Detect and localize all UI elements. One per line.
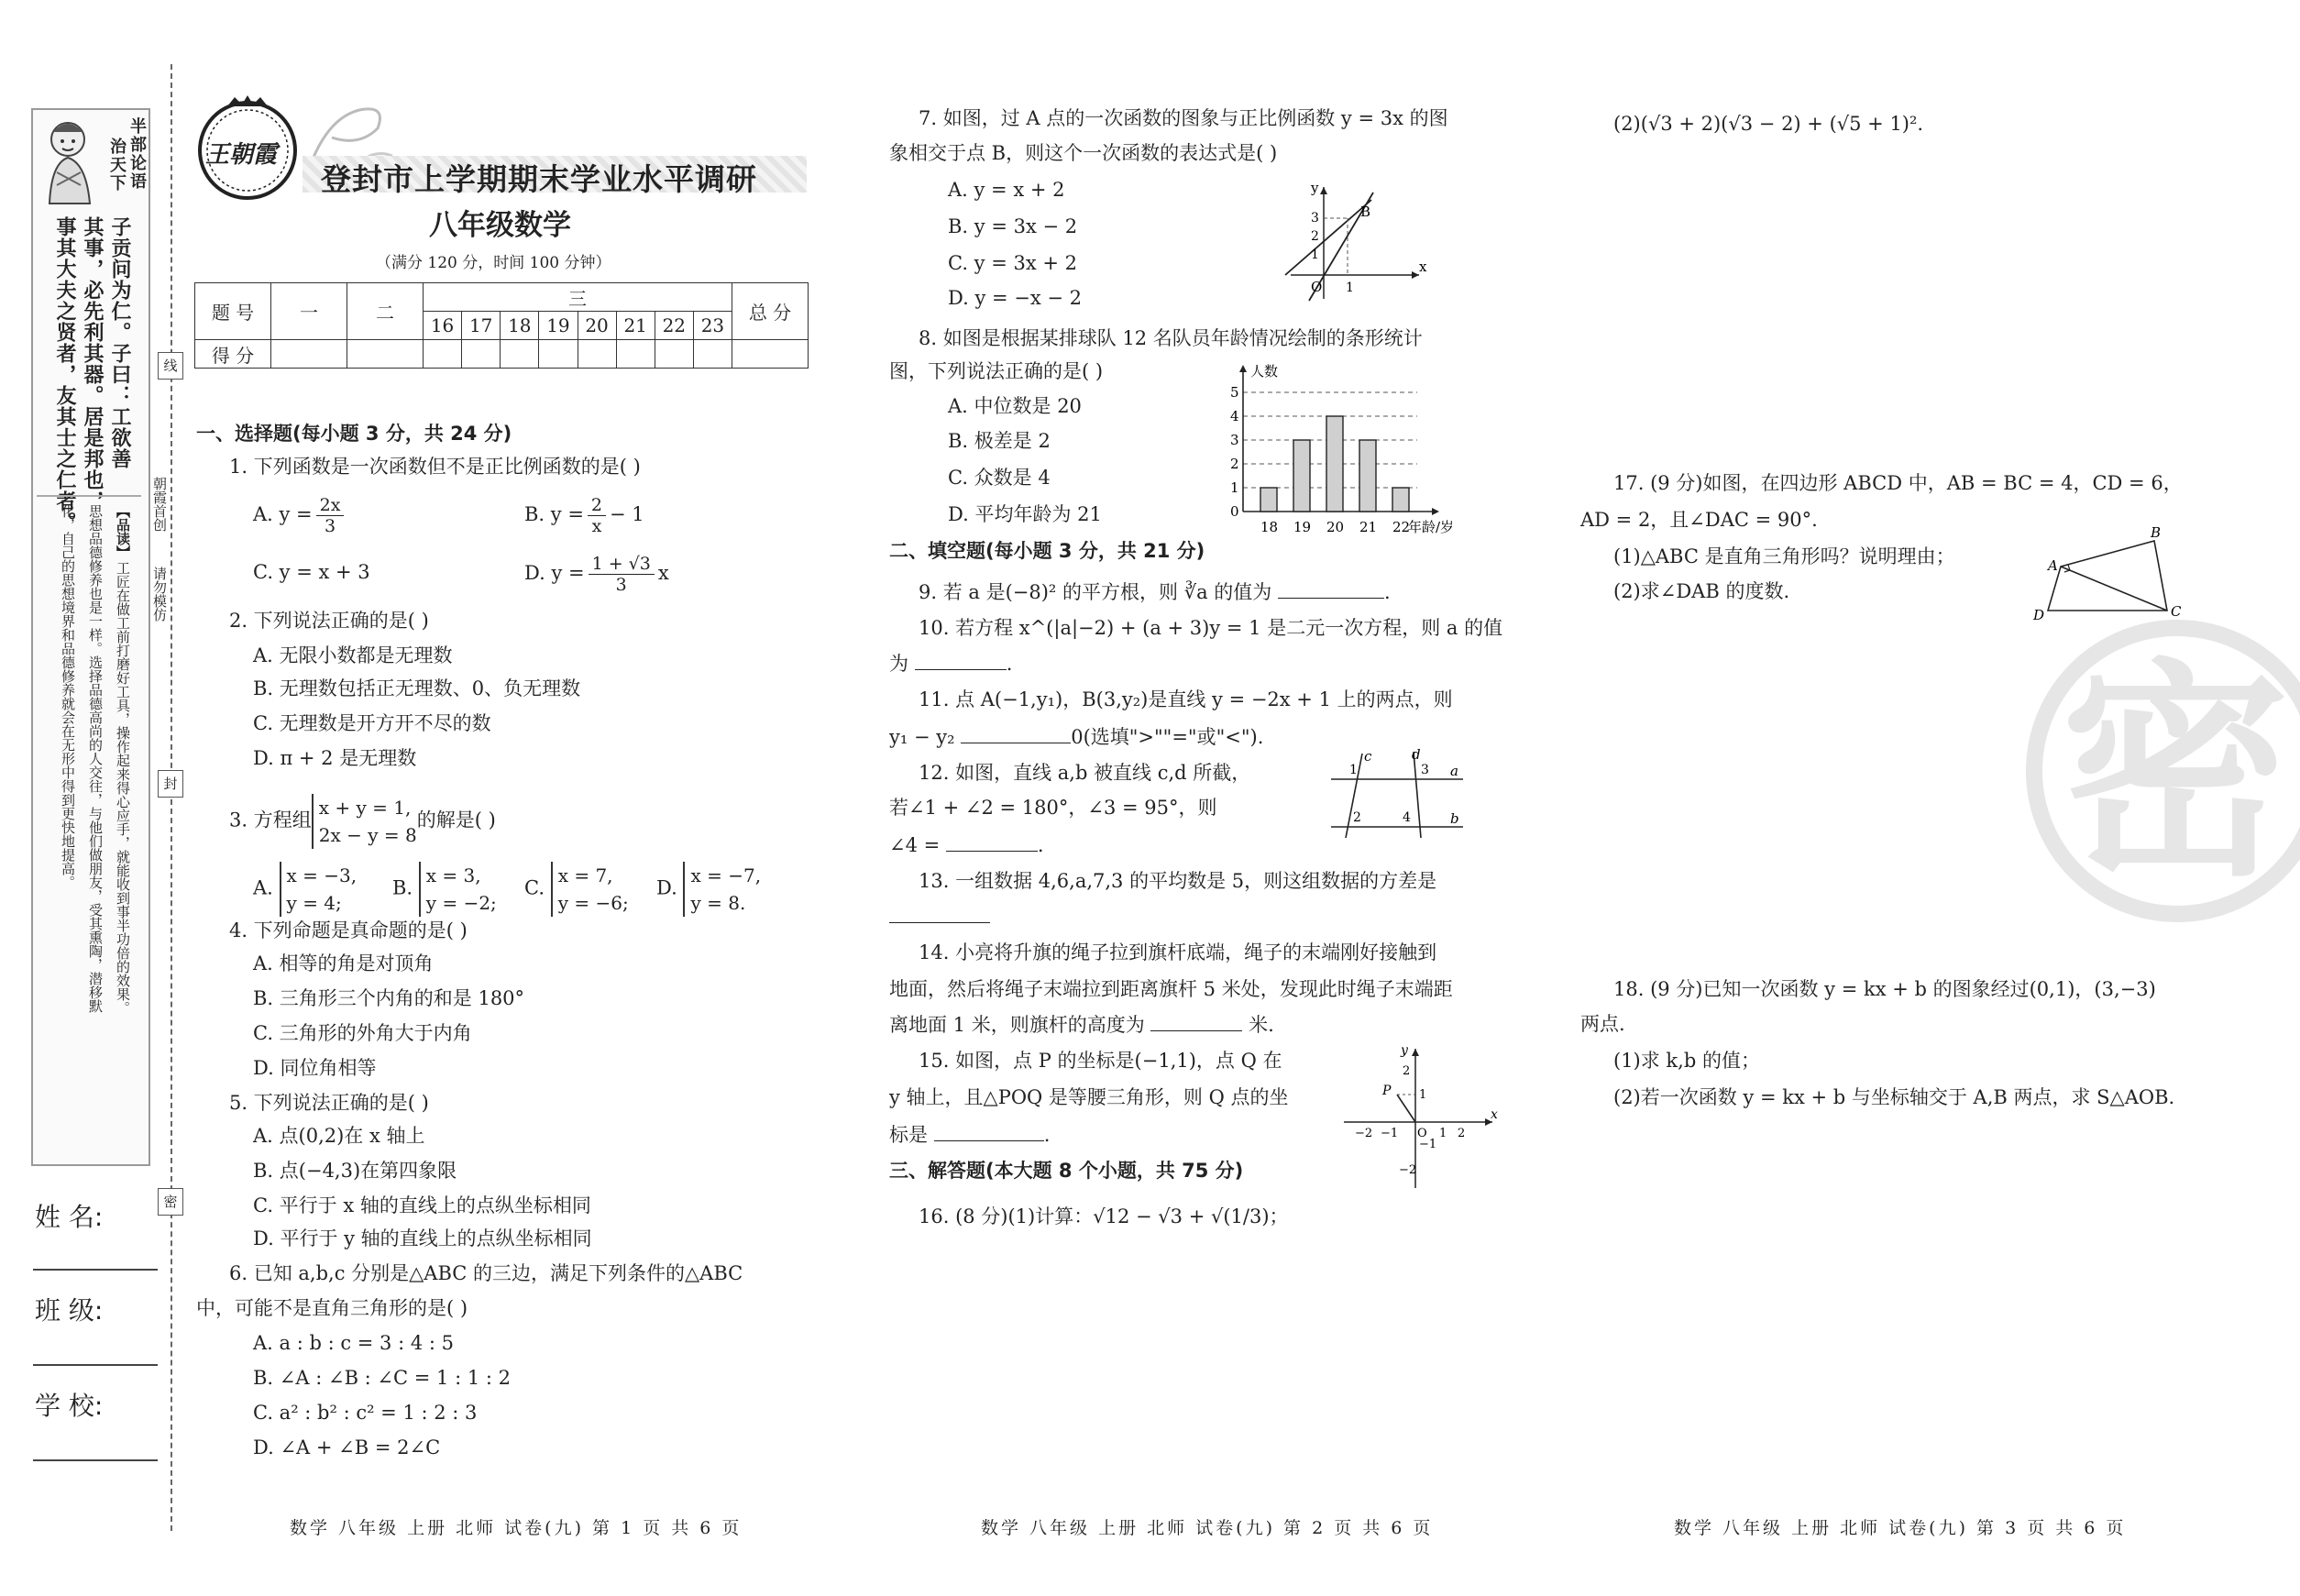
- secret-watermark-glyph: 密: [2061, 640, 2290, 907]
- question-12-line1: 12. 如图，直线 a,b 被直线 c,d 所截，: [919, 762, 1251, 784]
- q5-option-c[interactable]: C. 平行于 x 轴的直线上的点纵坐标相同: [253, 1194, 591, 1216]
- q15-ytick-n2: −2: [1399, 1163, 1417, 1177]
- secret-watermark: [2026, 620, 2300, 922]
- score-h-total: 总 分: [732, 283, 809, 340]
- chart-bar: [1359, 440, 1376, 512]
- q11-answer-blank[interactable]: [961, 722, 1071, 743]
- chart-bar: [1326, 416, 1343, 512]
- question-11-line2: [889, 722, 1263, 751]
- q15-xtick-1: 1: [1439, 1127, 1447, 1140]
- question-15-line2: y 轴上，且△POQ 是等腰三角形，则 Q 点的坐: [889, 1086, 1289, 1108]
- score-sub: 18: [501, 312, 539, 340]
- score-sub: 22: [655, 312, 693, 340]
- score-cell[interactable]: [271, 340, 347, 369]
- score-cell[interactable]: [424, 340, 462, 369]
- question-17-line2: AD = 2，且∠DAC = 90°.: [1580, 509, 1818, 531]
- question-18-line1: 18. (9 分)已知一次函数 y = kx + b 的图象经过(0,1)，(3,−3): [1613, 978, 2156, 1000]
- question-18-part1: (1)求 k,b 的值；: [1613, 1050, 1760, 1072]
- chart-x-tick: 22: [1392, 519, 1411, 535]
- q11-post: 0(选填">""="或"<").: [1071, 726, 1264, 748]
- question-5: 5. 下列说法正确的是( ): [229, 1092, 429, 1114]
- q15-text: 标是: [889, 1124, 928, 1146]
- score-sub: 20: [578, 312, 616, 340]
- q8-bar-chart: [1210, 363, 1491, 535]
- q14-text: 离地面 1 米，则旗杆的高度为: [889, 1014, 1145, 1036]
- q13-answer-blank[interactable]: [889, 902, 990, 923]
- q17-point-c: C: [2171, 603, 2182, 620]
- q1d-den: 3: [615, 575, 627, 595]
- q3-eq1: x + y = 1,: [318, 797, 412, 819]
- question-6-line2: 中，可能不是直角三角形的是( ): [196, 1297, 468, 1319]
- q5-option-b[interactable]: B. 点(−4,3)在第四象限: [253, 1160, 457, 1182]
- q8-option-c[interactable]: C. 众数是 4: [948, 467, 1051, 489]
- q15-ytick-2: 2: [1403, 1064, 1411, 1078]
- chart-y-tick: 5: [1230, 384, 1239, 401]
- score-sub: 17: [462, 312, 501, 340]
- score-h-2: 二: [347, 283, 424, 340]
- q11-pre: y₁ − y₂: [889, 726, 955, 748]
- fold-dashed-line: [171, 64, 172, 1531]
- score-sub: 23: [693, 312, 732, 340]
- q17-figure: [2030, 524, 2185, 625]
- q8-option-b[interactable]: B. 极差是 2: [948, 430, 1051, 452]
- score-h-defen: 得 分: [195, 340, 271, 369]
- q3b-label: B.: [392, 876, 413, 899]
- q4-option-d[interactable]: D. 同位角相等: [253, 1057, 377, 1079]
- q7-y-label: y: [1311, 180, 1319, 196]
- chart-x-tick: 21: [1359, 519, 1378, 535]
- q1-option-a[interactable]: [253, 495, 347, 536]
- question-6-line1: 6. 已知 a,b,c 分别是△ABC 的三边，满足下列条件的△ABC: [229, 1262, 743, 1284]
- q3a-l2: y = 4;: [286, 892, 342, 914]
- score-h-3: 三: [424, 283, 732, 312]
- q6-option-c[interactable]: C. a² : b² : c² = 1 : 2 : 3: [253, 1402, 478, 1424]
- q15-point-p: P: [1382, 1084, 1392, 1098]
- q8-option-a[interactable]: A. 中位数是 20: [948, 395, 1082, 417]
- score-cell[interactable]: [578, 340, 616, 369]
- q7-tick-3: 3: [1311, 211, 1319, 226]
- q1-option-d[interactable]: [524, 554, 669, 595]
- q15-figure: [1338, 1041, 1503, 1192]
- question-15-line3: 标是 .: [889, 1120, 1050, 1149]
- q4-option-a[interactable]: A. 相等的角是对顶角: [253, 952, 434, 974]
- score-cell[interactable]: [539, 340, 578, 369]
- score-cell[interactable]: [693, 340, 732, 369]
- q3d-l1: x = −7,: [690, 864, 762, 886]
- exam-info: （满分 120 分，时间 100 分钟）: [376, 254, 611, 272]
- q15-ytick-n1: −1: [1419, 1138, 1437, 1151]
- sidebar-motto-right: 半部论语: [127, 117, 147, 191]
- chart-x-label: 年龄/岁: [1408, 519, 1455, 535]
- question-8-line1: 8. 如图是根据某排球队 12 名队员年龄情况绘制的条形统计: [919, 327, 1423, 349]
- q12-angle-3: 3: [1421, 763, 1429, 777]
- q1a-num: 2x: [316, 495, 345, 516]
- q5-option-d[interactable]: D. 平行于 y 轴的直线上的点纵坐标相同: [253, 1227, 592, 1249]
- q7-point-b: B: [1360, 204, 1371, 220]
- question-9: 9. 若 a 是(−8)² 的平方根，则 ∛a 的值为 .: [919, 578, 1391, 606]
- score-h-tihao: 题 号: [195, 283, 271, 340]
- question-12-line2: 若∠1 + ∠2 = 180°，∠3 = 95°，则: [889, 797, 1217, 819]
- q12-line-b: b: [1450, 810, 1459, 827]
- chart-y-arrow: [1239, 365, 1247, 372]
- q8-option-d[interactable]: D. 平均年龄为 21: [948, 503, 1102, 525]
- q15-xtick-n2: −2: [1355, 1127, 1373, 1140]
- section-1-heading: 一、选择题(每小题 3 分，共 24 分): [196, 423, 512, 445]
- sidebar-quote-col2: 其事，必先利其器。居是邦也，: [81, 216, 105, 512]
- question-16-part1: 16. (8 分)(1)计算：√12 − √3 + √(1/3)；: [919, 1205, 1289, 1227]
- sidebar-quote-col3: 事其大夫之贤者，友其士之仁者。: [53, 216, 77, 533]
- q7-option-d[interactable]: D. y = −x − 2: [948, 287, 1082, 309]
- school-label: 学 校:: [35, 1391, 104, 1421]
- page-footer-2: 数学 八年级 上册 北师 试卷(九) 第 2 页 共 6 页: [981, 1518, 1434, 1538]
- q15-answer-blank[interactable]: [934, 1120, 1044, 1141]
- chart-x-tick: 19: [1293, 519, 1312, 535]
- q7-tick-2: 2: [1311, 229, 1319, 244]
- question-14-line1: 14. 小亮将升旗的绳子拉到旗杆底端，绳子的末端刚好接触到: [919, 941, 1437, 963]
- sidebar-read-label: 【品读】: [115, 504, 131, 559]
- q17-point-d: D: [2033, 607, 2045, 623]
- question-15-line1: 15. 如图，点 P 的坐标是(−1,1)，点 Q 在: [919, 1050, 1282, 1072]
- q15-xtick-n1: −1: [1381, 1127, 1399, 1140]
- q1b-tail: − 1: [610, 503, 644, 525]
- page-title: 登封市上学期期末学业水平调研: [321, 161, 757, 197]
- sidebar-read-col1: 工匠在做工前打磨好工具，操作起来得心应手，就能收到事半功倍的效果。: [115, 561, 131, 1015]
- q6-option-d[interactable]: D. ∠A + ∠B = 2∠C: [253, 1436, 441, 1458]
- question-16-part2: (2)(√3 + 2)(√3 − 2) + (√5 + 1)².: [1613, 113, 1924, 135]
- q3a-l1: x = −3,: [286, 864, 358, 886]
- q6-option-a[interactable]: A. a : b : c = 3 : 4 : 5: [253, 1332, 454, 1354]
- q3b-l2: y = −2;: [425, 892, 497, 914]
- q3d-label: D.: [656, 876, 677, 899]
- q12-line-a: a: [1450, 763, 1458, 779]
- q1b-num: 2: [588, 495, 606, 516]
- name-label: 姓 名:: [35, 1202, 104, 1232]
- q14-post: 米.: [1249, 1014, 1274, 1036]
- q3-option-d[interactable]: [656, 862, 761, 917]
- q3-option-a[interactable]: [253, 862, 357, 917]
- page-subtitle: 八年级数学: [429, 209, 571, 242]
- q1d-num: 1 + √3: [589, 554, 655, 575]
- q1d-label: D. y =: [524, 562, 585, 584]
- q12-angle-1: 1: [1349, 763, 1358, 777]
- q12-figure: [1326, 748, 1472, 840]
- score-cell[interactable]: [732, 340, 809, 369]
- question-14-line3: [889, 1010, 1274, 1039]
- q3-eq2: 2x − y = 8: [318, 824, 417, 846]
- class-field[interactable]: [33, 1364, 158, 1366]
- q1a-label: A. y =: [253, 503, 313, 525]
- chart-bar: [1260, 488, 1277, 512]
- q7-tick-1: 1: [1311, 248, 1319, 262]
- q3c-l2: y = −6;: [557, 892, 629, 914]
- chart-y-tick: 1: [1230, 479, 1239, 496]
- question-13: 13. 一组数据 4,6,a,7,3 的平均数是 5，则这组数据的方差是: [919, 870, 1437, 892]
- question-17-part2: (2)求∠DAB 的度数.: [1613, 580, 1790, 602]
- question-10-line1: 10. 若方程 x^(|a|−2) + (a + 3)y = 1 是二元一次方程，则 a 的值: [919, 617, 1503, 639]
- q2-option-a[interactable]: A. 无限小数都是无理数: [253, 644, 453, 666]
- q7-option-b[interactable]: B. y = 3x − 2: [948, 215, 1078, 237]
- q1b-label: B. y =: [524, 503, 584, 525]
- q3a-label: A.: [253, 876, 273, 899]
- chart-x-arrow: [1432, 508, 1439, 515]
- q12-angle-2: 2: [1353, 810, 1361, 825]
- question-17-line1: 17. (9 分)如图，在四边形 ABCD 中，AB = BC = 4，CD = 6，: [1613, 472, 2183, 494]
- score-cell[interactable]: [347, 340, 424, 369]
- question-3: [229, 794, 496, 849]
- section-3-heading: 三、解答题(本大题 8 个小题，共 75 分): [889, 1160, 1244, 1182]
- q1-option-b[interactable]: [524, 495, 644, 536]
- sidebar-read-col2: 思想品德修养也是一样。选择品德高尚的人交往，与他们做朋友，受其熏陶，潜移默: [87, 504, 104, 1013]
- sidebar-character-figure: [37, 112, 103, 211]
- question-14-line2: 地面，然后将绳子末端拉到距离旗杆 5 米处，发现此时绳子末端距: [889, 978, 1453, 1000]
- q5-option-a[interactable]: A. 点(0,2)在 x 轴上: [253, 1125, 425, 1147]
- q15-xtick-2: 2: [1458, 1127, 1466, 1140]
- school-field[interactable]: [33, 1459, 158, 1461]
- sidebar-motto-left: 治天下: [107, 138, 127, 193]
- score-sub: 21: [616, 312, 655, 340]
- q3c-label: C.: [524, 876, 545, 899]
- q3-option-c[interactable]: [524, 862, 629, 917]
- score-sub: 19: [539, 312, 578, 340]
- q4-option-c[interactable]: C. 三角形的外角大于内角: [253, 1022, 472, 1044]
- chart-y-tick: 4: [1230, 408, 1239, 424]
- score-h-1: 一: [271, 283, 347, 340]
- question-17-part1: (1)△ABC 是直角三角形吗？说明理由；: [1613, 545, 1955, 567]
- q2-option-b[interactable]: B. 无理数包括正无理数、0、负无理数: [253, 677, 581, 699]
- q6-option-b[interactable]: B. ∠A : ∠B : ∠C = 1 : 1 : 2: [253, 1367, 511, 1389]
- sidebar-divider: [37, 495, 141, 497]
- name-field[interactable]: [33, 1269, 158, 1271]
- q10-text: 为: [889, 653, 908, 675]
- question-8-line2: 图，下列说法正确的是( ): [889, 360, 1104, 382]
- q3-option-b[interactable]: [392, 862, 497, 917]
- question-18-part2: (2)若一次函数 y = kx + b 与坐标轴交于 A,B 两点，求 S△AOB.: [1613, 1086, 2175, 1108]
- q2-option-d[interactable]: D. π + 2 是无理数: [253, 747, 417, 769]
- sidebar-read-col3: 化，自己的思想境界和品德修养就会在无形中得到更快地提高。: [60, 504, 76, 889]
- q4-option-b[interactable]: B. 三角形三个内角的和是 180°: [253, 987, 525, 1009]
- seal-mark-xian: 线: [158, 352, 183, 380]
- chart-x-tick: 18: [1260, 519, 1279, 535]
- chart-y-tick: 3: [1230, 432, 1239, 448]
- score-table: [194, 282, 809, 369]
- q3b-l1: x = 3,: [425, 864, 481, 886]
- q3-post: 的解是( ): [416, 809, 496, 831]
- question-1: 1. 下列函数是一次函数但不是正比例函数的是( ): [229, 456, 641, 478]
- section-2-heading: 二、填空题(每小题 3 分，共 21 分): [889, 540, 1205, 562]
- question-10-line2: 为 .: [889, 649, 1012, 677]
- q10-answer-blank[interactable]: [915, 649, 1007, 670]
- chart-bar: [1293, 440, 1310, 512]
- question-18-line2: 两点.: [1580, 1013, 1625, 1035]
- q3d-l2: y = 8.: [690, 892, 746, 914]
- brand-logo-text: 王朝霞: [205, 141, 278, 169]
- q15-y-label: y: [1401, 1043, 1408, 1058]
- question-12-line3: ∠4 = .: [889, 831, 1044, 859]
- q7-origin: O: [1311, 279, 1323, 295]
- chart-x-tick: 20: [1326, 519, 1345, 535]
- q17-point-b: B: [2151, 524, 2162, 541]
- chart-y-tick: 0: [1230, 503, 1239, 520]
- q12-line-c: c: [1364, 748, 1372, 765]
- chart-bar: [1392, 488, 1409, 512]
- score-sub: 16: [424, 312, 462, 340]
- chart-y-label: 人数: [1250, 363, 1279, 380]
- q3c-l1: x = 7,: [557, 864, 613, 886]
- q14-answer-blank[interactable]: [1150, 1010, 1242, 1031]
- q12-text: ∠4 =: [889, 834, 941, 856]
- q7-option-c[interactable]: C. y = 3x + 2: [948, 252, 1077, 274]
- seal-mark-mi: 密: [158, 1188, 183, 1216]
- seal-mark-feng: 封: [158, 770, 183, 798]
- q9-text: 9. 若 a 是(−8)² 的平方根，则 ∛a 的值为: [919, 581, 1272, 603]
- q17-point-a: A: [2048, 557, 2058, 574]
- score-cell[interactable]: [616, 340, 655, 369]
- page-footer-1: 数学 八年级 上册 北师 试卷(九) 第 1 页 共 6 页: [290, 1518, 743, 1538]
- question-2: 2. 下列说法正确的是( ): [229, 610, 429, 632]
- q3-pre: 3. 方程组: [229, 809, 312, 831]
- q7-x-label: x: [1419, 259, 1427, 275]
- q12-line-d: d: [1412, 748, 1421, 763]
- sidebar-quote-col1: 子贡问为仁。子曰：工欲善: [108, 216, 132, 469]
- q1b-den: x: [591, 516, 602, 536]
- score-cell[interactable]: [462, 340, 501, 369]
- page-footer-3: 数学 八年级 上册 北师 试卷(九) 第 3 页 共 6 页: [1674, 1518, 2127, 1538]
- score-cell[interactable]: [655, 340, 693, 369]
- question-7-line1: 7. 如图，过 A 点的一次函数的图象与正比例函数 y = 3x 的图: [919, 107, 1448, 129]
- q7-figure: [1272, 180, 1428, 303]
- q15-ytick-1: 1: [1419, 1088, 1427, 1102]
- q12-angle-4: 4: [1403, 810, 1411, 825]
- q1d-tail: x: [657, 562, 669, 584]
- score-cell[interactable]: [501, 340, 539, 369]
- question-11-line1: 11. 点 A(−1,y₁)，B(3,y₂)是直线 y = −2x + 1 上的两点，则: [919, 688, 1453, 710]
- q1-option-c[interactable]: C. y = x + 3: [253, 561, 370, 583]
- q15-x-label: x: [1491, 1107, 1498, 1122]
- q1a-den: 3: [325, 516, 336, 536]
- question-4: 4. 下列命题是真命题的是( ): [229, 919, 468, 941]
- class-label: 班 级:: [35, 1295, 104, 1326]
- q2-option-c[interactable]: C. 无理数是开方开不尽的数: [253, 712, 491, 734]
- q12-answer-blank[interactable]: [946, 831, 1038, 852]
- side-note-1: 朝霞首创: [151, 477, 168, 532]
- q7-option-a[interactable]: A. y = x + 2: [948, 179, 1065, 201]
- q9-answer-blank[interactable]: [1278, 578, 1384, 599]
- q15-origin: O: [1417, 1127, 1427, 1140]
- question-7-line2: 象相交于点 B，则这个一次函数的表达式是( ): [889, 142, 1278, 164]
- chart-y-tick: 2: [1230, 456, 1239, 472]
- side-note-2: 请勿模仿: [151, 567, 168, 622]
- q7-xtick-1: 1: [1346, 281, 1354, 295]
